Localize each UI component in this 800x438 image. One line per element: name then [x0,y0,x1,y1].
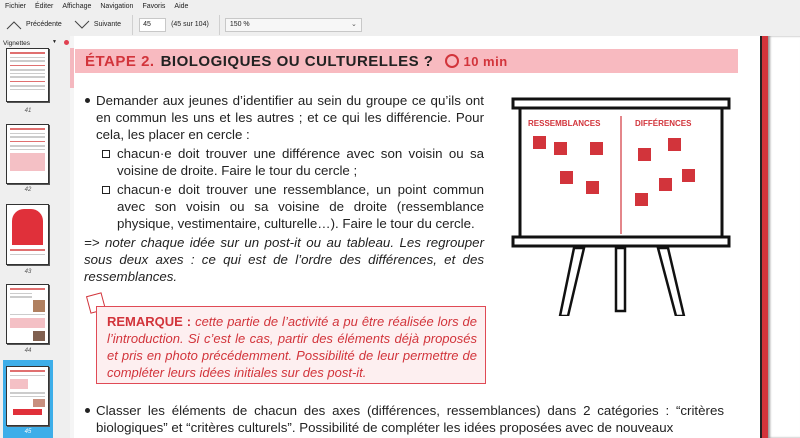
previous-page-button[interactable] [0,20,68,30]
thumbnail-page-45[interactable] [6,366,49,426]
previous-label: Précédente [26,21,62,28]
clock-icon [445,54,459,68]
chevron-down-icon: ⌄ [350,20,357,28]
post-it [533,136,546,149]
remark-text: cette partie de l’activité a pu être réalisée lors de l’introduction. Si c’est le cas, partir des éléments déjà proposés et pris en photo précédemment. Possibilité de leur permettre de compléter leurs idées initiales sur des post-it. [107,314,477,380]
menu-bar [0,0,800,13]
menu-affichage[interactable]: Affichage [62,3,92,10]
easel-board-illustration [510,96,740,316]
remark-box [96,306,486,384]
bullet-item: Demander aux jeunes d’identifier au sein du groupe ce qu’ils ont en commun les uns et les autres ; et ce qui les différencie. Pour cela, les placer en cercle : [84,92,484,143]
chevron-down-icon [74,20,90,30]
thumbnail-page-41[interactable] [6,48,49,102]
board-label-left: RESSEMBLANCES [528,119,601,128]
thumbnail-page-42[interactable] [6,124,49,184]
duration: 10 min [463,53,508,69]
menu-aide[interactable]: Aide [174,3,189,10]
section-heading [75,49,738,73]
menu-favoris[interactable]: Favoris [142,3,166,10]
dropdown-icon[interactable]: ▼ [52,39,57,45]
document-page [74,36,800,438]
post-it [668,138,681,151]
note-text: => noter chaque idée sur un post-it ou au tableau. Les regrouper sous deux axes : ce qui est de l’ordre des différences, et des ressemblances. [84,235,484,284]
post-it [638,148,651,161]
remark-label: REMARQUE : [107,314,192,329]
page-number-input[interactable]: 45 [139,18,166,32]
post-it [560,171,573,184]
sub-bullet-item: chacun·e doit trouver une ressemblance, un point commun avec son voisin ou sa voisine de droite (ressemblance physique, vestimentaire, culturelle…). Faire le tour du cercle. [84,181,484,232]
bullet-item: Classer les éléments de chacun des axes (différences, ressemblances) dans 2 catégories : “critères biologiques” et “critères culturels”. Possibilité de compléter les idées proposées avec de nouveaux [84,402,724,436]
post-it [635,193,648,206]
step-title: BIOLOGIQUES OU CULTURELLES ? [160,52,434,70]
post-it [586,181,599,194]
thumbnail-page-44[interactable] [6,284,49,344]
thumbnail-page-43[interactable] [6,204,49,265]
chevron-up-icon [6,20,22,30]
post-it [682,169,695,182]
menu-navigation[interactable]: Navigation [100,3,134,10]
menu-editer[interactable]: Éditer [35,3,54,10]
post-it [659,178,672,191]
separator [132,15,133,35]
separator [219,15,220,35]
toolbar [0,13,800,36]
page-count: (45 sur 104) [171,21,209,28]
thumbnail-label: 42 [24,187,32,193]
close-icon[interactable] [64,40,69,45]
panel-title: Vignettes [3,40,30,47]
zoom-select[interactable] [225,18,362,32]
menu-fichier[interactable]: Fichier [5,3,27,10]
post-it [590,142,603,155]
page-edge-stripe [760,36,768,438]
next-label: Suivante [93,21,122,28]
post-it [554,142,567,155]
thumbnail-label: 45 [24,429,32,435]
board-label-right: DIFFÉRENCES [635,119,692,128]
thumbnail-label: 43 [24,269,32,275]
sub-bullet-item: chacun·e doit trouver une différence avec son voisin ou sa voisine de droite. Faire le tour du cercle ; [84,145,484,179]
thumbnail-label: 41 [24,108,32,114]
next-page-button[interactable] [68,20,127,30]
zoom-value: 150 % [229,20,250,28]
next-page-gutter [768,36,800,438]
step-number: ÉTAPE 2. [85,52,155,70]
thumbnail-label: 44 [24,348,32,354]
